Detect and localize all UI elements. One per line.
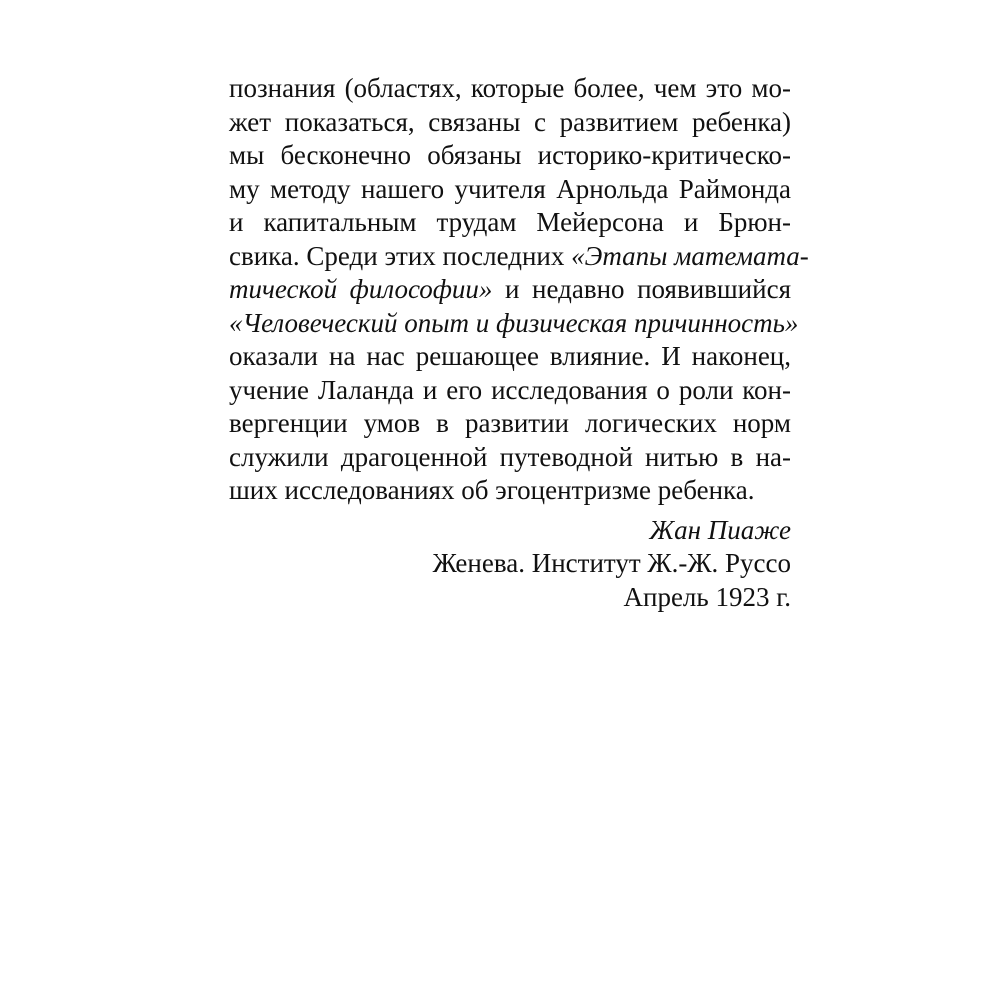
text-segment: му методу нашего учителя Арнольда Раймонда bbox=[229, 173, 791, 204]
text-line bbox=[229, 173, 791, 207]
text-line bbox=[229, 340, 791, 374]
text-line bbox=[229, 374, 791, 408]
text-line bbox=[229, 106, 791, 140]
text-line bbox=[229, 474, 791, 508]
italic-title-segment: тической философии» bbox=[229, 274, 493, 304]
text-segment: свика. Среди этих последних bbox=[229, 240, 572, 271]
text-line bbox=[229, 273, 791, 307]
text-line bbox=[229, 206, 791, 240]
text-segment: учение Лаланда и его исследования о роли кон- bbox=[229, 374, 791, 405]
italic-title-segment: «Этапы математа- bbox=[571, 240, 809, 271]
text-line bbox=[229, 139, 791, 173]
text-segment: мы бесконечно обязаны историко-критическо- bbox=[229, 140, 791, 170]
document-page bbox=[229, 72, 809, 614]
text-line bbox=[229, 307, 799, 341]
body-paragraph bbox=[229, 72, 809, 508]
signature-block bbox=[229, 514, 791, 615]
italic-title-segment: «Человеческий опыт и физическая причинность» bbox=[229, 307, 799, 338]
text-segment: ших исследованиях об эгоцентризме ребенка. bbox=[229, 475, 755, 505]
text-segment: вергенции умов в развитии логических норм bbox=[229, 408, 791, 438]
text-line bbox=[229, 72, 791, 106]
text-segment: и капитальным трудам Мейерсона и Брюн- bbox=[229, 207, 791, 237]
text-line bbox=[229, 441, 791, 475]
text-segment: жет показаться, связаны с развитием ребенка) bbox=[229, 106, 791, 137]
text-segment: оказали на нас решающее влияние. И наконец, bbox=[229, 341, 791, 371]
date-line: Апрель 1923 г. bbox=[623, 581, 791, 612]
place-line: Женева. Институт Ж.-Ж. Руссо bbox=[432, 548, 791, 578]
text-segment: служили драгоценной путеводной нитью в на- bbox=[229, 441, 791, 472]
text-segment: познания (областях, которые более, чем это мо- bbox=[229, 73, 791, 103]
text-line bbox=[229, 240, 809, 274]
author-name: Жан Пиаже bbox=[649, 514, 791, 545]
text-segment: и недавно появившийся bbox=[492, 274, 791, 304]
text-line bbox=[229, 407, 791, 441]
